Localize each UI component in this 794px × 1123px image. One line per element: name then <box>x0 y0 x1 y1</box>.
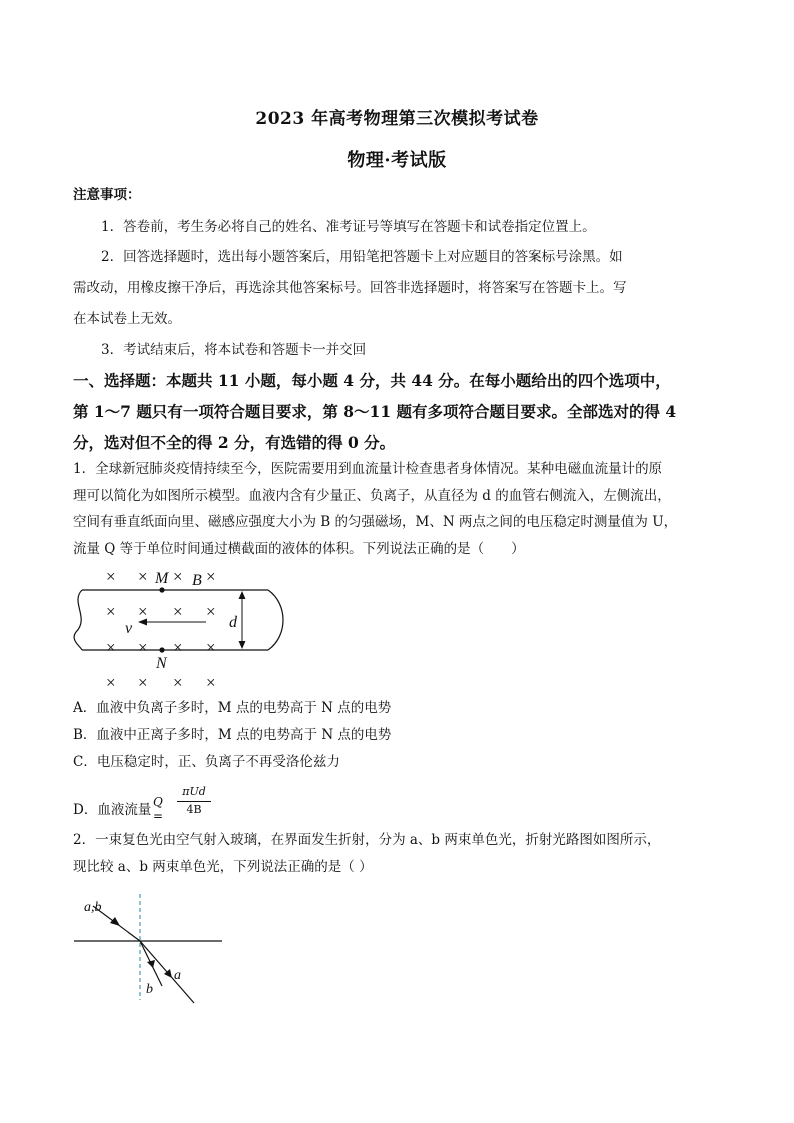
field-cross: × <box>138 602 148 621</box>
formula-numerator: πUd <box>182 785 206 798</box>
notice-item: 1．答卷前，考生务必将自己的姓名、准考证号等填写在答题卡和试卷指定位置上。 <box>101 219 596 235</box>
ray-b-label: b <box>146 982 153 997</box>
refraction-figure <box>74 894 222 1003</box>
notice-item: 需改动，用橡皮擦干净后，再选涂其他答案标号。回答非选择题时，将答案写在答题卡上。写 <box>73 280 627 296</box>
option-c: C．电压稳定时，正、负离子不再受洛伦兹力 <box>73 754 340 770</box>
question-2-text: 现比较 a、b 两束单色光，下列说法正确的是（ ） <box>73 859 373 875</box>
field-cross: × <box>173 673 183 692</box>
field-b-label: B <box>192 572 202 589</box>
diameter-d-label: d <box>229 614 237 631</box>
option-d: D．血液流量 <box>73 802 152 818</box>
velocity-v-label: v <box>125 620 133 637</box>
point-m-label: M <box>155 570 169 587</box>
field-cross: × <box>138 673 148 692</box>
field-cross: × <box>138 638 148 657</box>
question-1-text: 1．全球新冠肺炎疫情持续至今，医院需要用到血流量计检查患者身体情况。某种电磁血流量计的原 <box>73 461 663 477</box>
exam-subtitle: 物理·考试版 <box>347 150 447 171</box>
field-cross: × <box>206 638 216 657</box>
question-2-text: 2．一束复色光由空气射入玻璃，在界面发生折射，分为 a、b 两束单色光，折射光路图如图所示， <box>73 832 661 848</box>
option-a: A．血液中负离子多时，M 点的电势高于 N 点的电势 <box>73 700 392 716</box>
field-cross: × <box>206 602 216 621</box>
formula-lhs: Q = <box>153 795 164 823</box>
exam-title: 2023 年高考物理第三次模拟考试卷 <box>255 109 539 129</box>
field-cross: × <box>138 567 148 586</box>
question-1-text: 空间有垂直纸面向里、磁感应强度大小为 B 的匀强磁场，M、N 两点之间的电压稳定时测量值为 U， <box>73 514 678 530</box>
notice-item: 在本试卷上无效。 <box>73 311 181 327</box>
ray-a-label: a <box>174 968 181 983</box>
notice-item: 2．回答选择题时，选出每小题答案后，用铅笔把答题卡上对应题目的答案标号涂黑。如 <box>101 249 623 265</box>
field-cross: × <box>106 567 116 586</box>
field-cross: × <box>206 673 216 692</box>
section-heading: 第 1～7 题只有一项符合题目要求，第 8～11 题有多项符合题目要求。全部选对的得 4 <box>73 402 677 421</box>
incident-ray-label: a,b <box>84 900 102 915</box>
field-cross: × <box>206 567 216 586</box>
section-heading: 分，选对但不全的得 2 分，有选错的得 0 分。 <box>73 433 396 452</box>
field-cross: × <box>106 638 116 657</box>
point-n-label: N <box>156 655 167 672</box>
field-cross: × <box>173 567 183 586</box>
notice-item: 3．考试结束后，将本试卷和答题卡一并交回 <box>101 342 367 358</box>
question-1-text: 理可以简化为如图所示模型。血液内含有少量正、负离子，从直径为 d 的血管右侧流入，左侧流出， <box>73 488 671 504</box>
field-cross: × <box>106 602 116 621</box>
notice-heading: 注意事项： <box>73 187 141 203</box>
question-1-text: 流量 Q 等于单位时间通过横截面的液体的体积。下列说法正确的是（ ） <box>73 541 525 557</box>
field-cross: × <box>106 673 116 692</box>
field-cross: × <box>173 638 183 657</box>
section-heading: 一、选择题：本题共 11 小题，每小题 4 分，共 44 分。在每小题给出的四个选项中， <box>73 371 671 390</box>
option-b: B．血液中正离子多时，M 点的电势高于 N 点的电势 <box>73 727 392 743</box>
field-cross: × <box>173 602 183 621</box>
formula-denominator: 4B <box>186 803 202 816</box>
